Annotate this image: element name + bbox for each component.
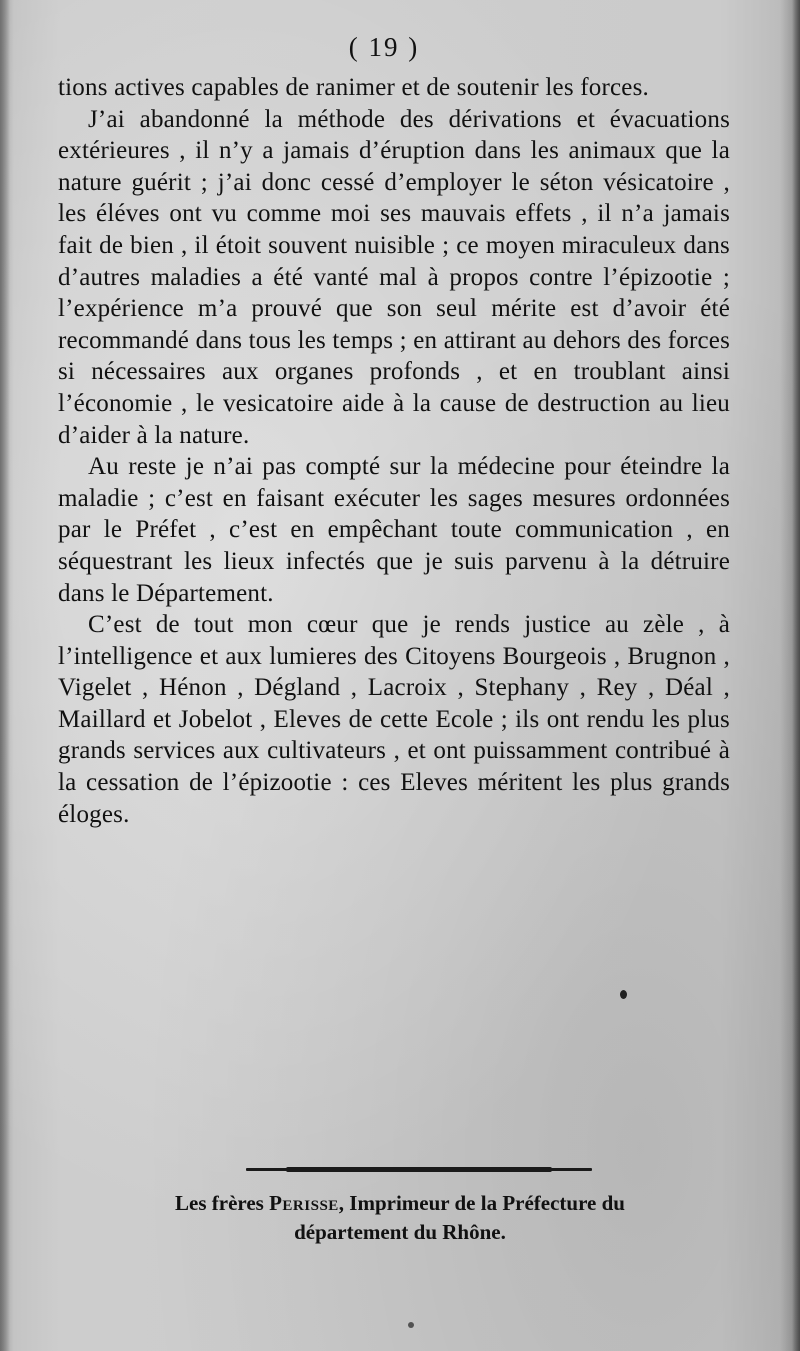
imprint-line-2: département du Rhône.	[294, 1220, 506, 1244]
imprint-rest: , Imprimeur de la Préfecture du	[338, 1191, 625, 1215]
page-left-edge-shadow	[0, 0, 10, 1351]
paragraph-acknowledgements: C’est de tout mon cœur que je rends justice au zèle , à l’intelligence et aux lumieres des Citoyens Bourgeois , Brugnon , Vigelet , Hénon , Dégland , Lacroix , Stephany , Rey , Déal , Maillard et Jobelot , Eleves de cette Ecole ; ils ont rendu les plus grands services aux cultivateurs , et ont puissamment contribué à la cessation de l’épizootie : ces Eleves méritent les plus grands éloges.	[58, 611, 730, 828]
paragraph-continuation: tions actives capables de ranimer et de soutenir les forces.	[58, 74, 649, 101]
page-number: ( 19 )	[348, 32, 420, 62]
page-right-edge-shadow	[792, 0, 800, 1351]
imprint-line-1	[0, 1189, 800, 1218]
imprint-printer-name: Perisse	[269, 1191, 339, 1215]
printer-rule-divider	[246, 1168, 592, 1171]
paragraph-medicine: Au reste je n’ai pas compté sur la médecine pour éteindre la maladie ; c’est en faisant exécuter les sages mesures ordonnées par le Préfet , c’est en empêchant toute communication , en séquestrant les lieux infectés que je suis parvenu à la détruire dans le Département.	[58, 453, 730, 607]
printer-imprint	[0, 1189, 800, 1247]
paper-speck	[408, 1322, 414, 1328]
paragraph-derivations: J’ai abandonné la méthode des dérivations et évacuations extérieures , il n’y a jamais d’éruption dans les animaux que la nature guérit ; j’ai donc cessé d’employer le séton vésicatoire , les éléves ont vu comme moi ses mauvais effets , il n’a jamais fait de bien , il étoit souvent nuisible ; ce moyen miraculeux dans d’autres maladies a été vanté mal à propos contre l’épizootie ; l’expérience m’a prouvé que son seul mérite est d’avoir été recommandé dans tous les temps ; en attirant au dehors des forces si nécessaires aux organes profonds , et en troublant ainsi l’économie , le vesicatoire aide à la cause de destruction au lieu d’aider à la nature.	[58, 105, 730, 449]
body-text	[58, 72, 730, 830]
paper-speck	[620, 990, 627, 999]
imprint-prefix: Les frères	[175, 1191, 264, 1215]
